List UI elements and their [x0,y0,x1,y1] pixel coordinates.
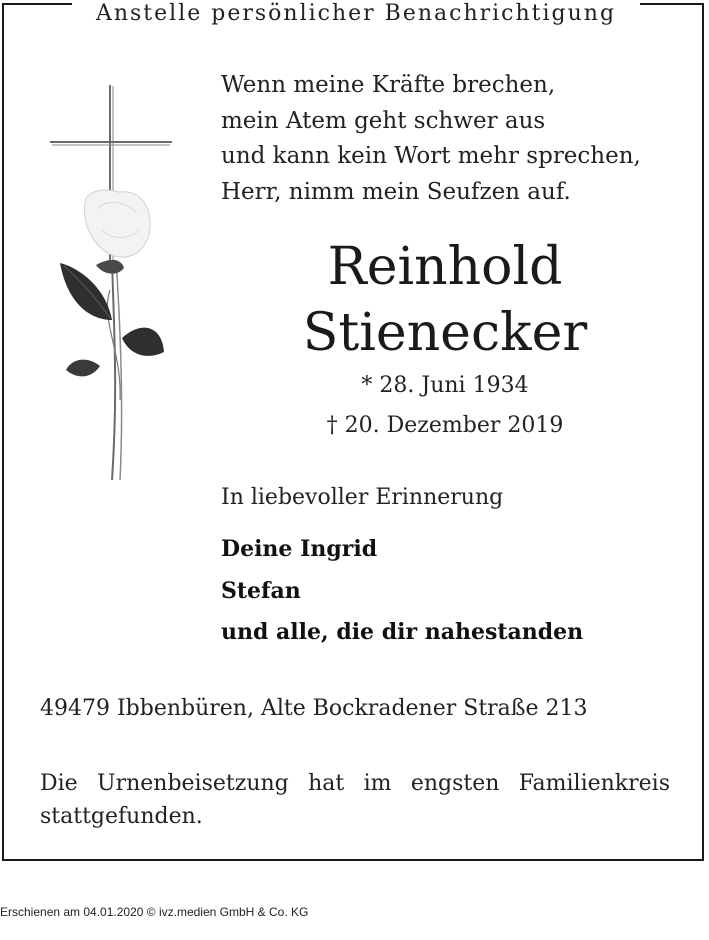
poem-line: und kann kein Wort mehr sprechen, [221,143,641,169]
signer: Deine Ingrid [221,536,378,562]
signer: und alle, die dir nahestanden [221,619,584,645]
header-title: Anstelle persönlicher Benachrichtigung [95,1,617,26]
signer: Stefan [221,577,301,604]
poem-line: Wenn meine Kräfte brechen, [221,72,556,98]
poem [221,68,641,210]
birth-date: * 28. Juni 1934 [361,373,529,398]
memory-line: In liebevoller Erinnerung [221,485,504,510]
deceased-last-name: Stienecker [302,303,588,363]
signers [221,534,583,659]
cross-rose-illustration [40,80,190,485]
poem-line: mein Atem geht schwer aus [221,107,546,134]
death-date: † 20. Dezember 2019 [326,413,564,438]
rose-icon [60,190,164,480]
deceased-first-name: Reinhold [327,237,563,297]
poem-line: Herr, nimm mein Seufzen auf. [221,178,571,205]
address: 49479 Ibbenbüren, Alte Bockradener Straße 213 [40,696,588,721]
burial-notice: Die Urnenbeisetzung hat im engsten Familienkreis stattgefunden. [40,771,670,829]
publication-footer: Erschienen am 04.01.2020 © ivz.medien GmbH & Co. KG [0,905,309,919]
